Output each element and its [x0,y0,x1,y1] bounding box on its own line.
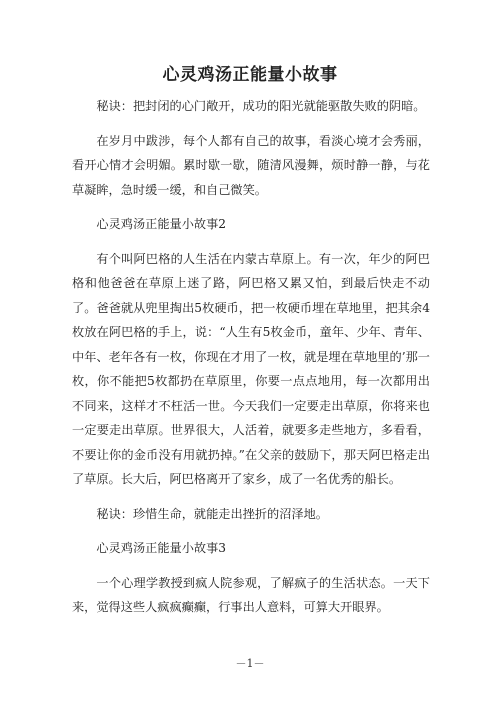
paragraph-secret-1: 秘诀：把封闭的心门敞开，成功的阳光就能驱散失败的阴暗。 [96,99,426,113]
section-heading-story-2: 心灵鸡汤正能量小故事2 [96,217,227,231]
paragraph-story-3: 一个心理学教授到疯人院参观，了解疯子的生活状态。一天下来，觉得这些人疯疯癫癫，行事出人意料，可算大开眼界。 [72,575,430,614]
document-body [72,94,430,630]
page-number: －1－ [235,657,265,670]
paragraph-intro: 在岁月中跋涉，每个人都有自己的故事，看淡心境才会秀丽，看开心情才会明媚。累时歇一歇，随清风漫舞，烦时静一静，与花草凝眸，急时缓一缓，和自己微笑。 [72,133,430,197]
section-heading-story-3: 心灵鸡汤正能量小故事3 [96,541,227,555]
document-title: 心灵鸡汤正能量小故事 [162,65,338,85]
paragraph-secret-2: 秘诀：珍惜生命，就能走出挫折的沼泽地。 [96,506,328,521]
paragraph-story-2: 有个叫阿巴格的人生活在内蒙古草原上。有一次，年少的阿巴格和他爸爸在草原上迷了路，阿巴格又累又怕，到最后快走不动了。爸爸就从兜里掏出5枚硬币，把一枚硬币埋在草地里，把其余4枚放在阿巴格的手上，说：“人生有5枚金币，童年、少年、青年、中年、老年各有一枚，你现在才用了一枚，就是埋在草地里的’那一枚，你不能把5枚都扔在草原里，你要一点点地用，每一次都用出不同来，这样才不枉活一世。今天我们一定要走出草原，你将来也一定要走出草原。世界很大，人活着，就要多走些地方，多看看，不要让你的金币没有用就扔掉。”在父亲的鼓励下，那天阿巴格走出了草原。长大后，阿巴格离开了家乡，成了一名优秀的船长。 [72,251,430,486]
